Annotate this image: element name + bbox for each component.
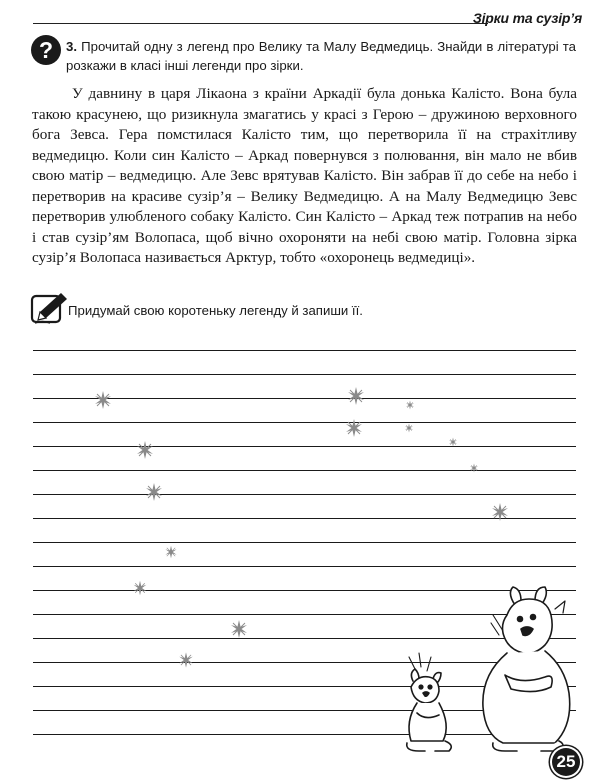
star-icon — [346, 419, 362, 437]
star-icon — [95, 391, 111, 409]
writing-prompt: Придумай свою коротеньку легенду й запиши її. — [68, 303, 363, 318]
task-number: 3. — [66, 39, 77, 54]
star-icon — [146, 483, 162, 501]
star-icon — [179, 652, 193, 667]
star-icon — [137, 441, 153, 459]
legend-text: У давнину в царя Лікаона з країни Аркадії була донька Калісто. Вона була такою красунею, що ризикнула змагатись у красі з Герою – дружиною верховного бога Зевса. Гера помстилася Калісто тим, що перетворила її на страхітливу ведмедицю. Коли син Калісто – Аркад повернувся з полювання, він мало не вбив свою матір – ведмедицю. Але Зевс врятував Калісто. Він забрав її до себе на небо і перетворив на красиве сузір’я – Велику Ведмедицю. А на Малу Ведмедицю Зевс перетворив улюбленого собаку Калісто. Син Калісто – Аркад теж потрапив на небо і став сузір’ям Волопаса, щоб вічно охороняти на небі свою матір. Головна зірка сузір’я Волопаса називається Арктур, тобто «охоронець ведмедиці». — [32, 85, 577, 266]
star-icon — [348, 387, 364, 405]
section-title: Зірки та сузір’я — [472, 10, 582, 26]
bears-illustration — [395, 575, 575, 755]
task-text: Прочитай одну з легенд про Велику та Малу Ведмедиць. Знайди в літературі та розкажи в класі інші легенди про зірки. — [66, 39, 576, 73]
star-icon — [165, 546, 176, 559]
star-icon — [231, 620, 247, 638]
star-icon — [405, 424, 413, 433]
star-icon — [134, 581, 147, 595]
star-icon — [449, 438, 457, 447]
star-icon — [406, 401, 414, 410]
page-number: 25 — [552, 748, 580, 776]
star-icon — [492, 503, 508, 521]
question-icon: ? — [31, 35, 61, 65]
star-icon — [470, 464, 478, 473]
